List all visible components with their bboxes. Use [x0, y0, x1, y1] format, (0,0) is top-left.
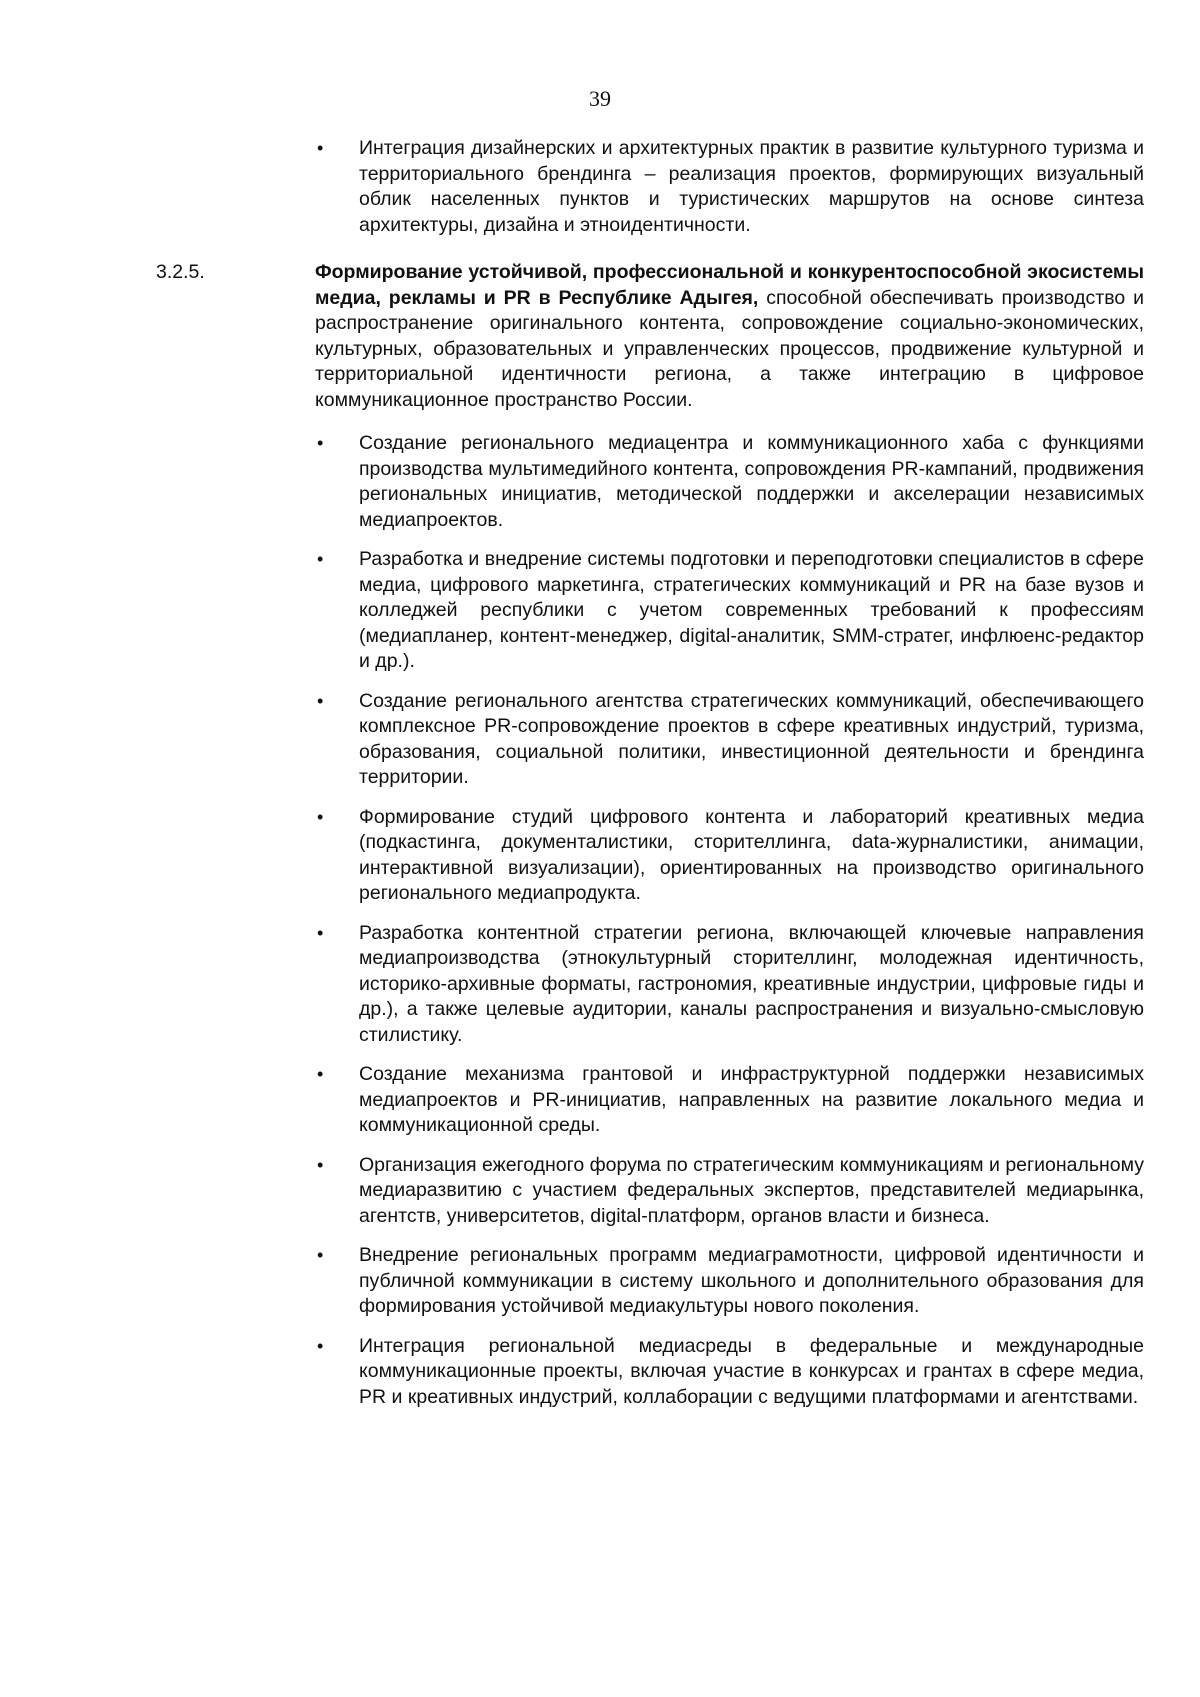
section-number: 3.2.5.	[156, 261, 205, 283]
list-item	[317, 1334, 1144, 1411]
document-body	[156, 136, 1144, 1424]
list-item	[317, 1243, 1144, 1320]
bullet-icon: •	[317, 433, 324, 453]
bullet-icon: •	[317, 1064, 324, 1084]
list-item-text: Интеграция дизайнерских и архитектурных практик в развитие культурного туризма и территориального брендинга – реализация проектов, формирующих визуальный облик населенных пунктов и туристических маршрутов на основе синтеза архитектуры, дизайна и этноидентичности.	[359, 137, 1144, 236]
list-item	[317, 431, 1144, 533]
bullet-icon: •	[317, 1335, 324, 1356]
section-3-2-5	[156, 260, 1144, 413]
list-item-text: Разработка контентной стратегии региона, включающей ключевые направления медиапроизводства (этнокультурный сторителлинг, молодежная идентичность, историко-архивные форматы, гастрономия, креативные индустрии, цифровые гиды и др.), а также целевые аудитории, каналы распространения и визуально-смысловую стилистику.	[359, 921, 1144, 1046]
section-paragraph	[315, 260, 1144, 413]
bullet-icon: •	[317, 690, 324, 711]
list-item-text: Создание регионального медиацентра и коммуникационного хаба с функциями производства мультимедийного контента, сопровождения PR-кампаний, продвижения региональных инициатив, методической поддержки и акселерации независимых медиапроектов.	[359, 432, 1144, 531]
list-item-text: Внедрение региональных программ медиаграмотности, цифровой идентичности и публичной коммуникации в систему школьного и дополнительного образования для формирования устойчивой медиакультуры нового поколения.	[359, 1244, 1144, 1317]
bullet-icon: •	[317, 806, 324, 827]
list-item-text: Создание механизма грантовой и инфраструктурной поддержки независимых медиапроектов и PR-инициатив, направленных на развитие локального медиа и коммуникационной среды.	[359, 1063, 1144, 1136]
bullet-icon: •	[317, 549, 324, 569]
section-heading-bold: Формирование устойчивой, профессиональной и конкурентоспособной экосистемы медиа, рекламы и PR в Республике Адыгея,	[315, 261, 1144, 309]
list-item-text: Формирование студий цифрового контента и лабораторий креативных медиа (подкастинга, документалистики, сторителлинга, data-журналистики, анимации, интерактивной визуализации), ориентированных на производство оригинального регионального медиапродукта.	[359, 805, 1144, 904]
bullet-icon: •	[317, 1154, 324, 1175]
bullet-icon: •	[317, 138, 324, 158]
section-body-text: способной обеспечивать производство и распространение оригинального контента, сопровождение социально-экономических, культурных, образовательных и управленческих процессов, продвижение культурной и территориальной идентичности региона, а также интеграцию в цифровое коммуникационное пространство России.	[315, 286, 1144, 411]
list-item-text: Организация ежегодного форума по стратегическим коммуникациям и региональному медиаразвитию с участием федеральных экспертов, представителей медиарынка, агентств, университетов, digital-платформ, органов власти и бизнеса.	[359, 1153, 1144, 1227]
list-item	[317, 805, 1144, 907]
list-item	[317, 136, 1144, 238]
list-item-text: Создание регионального агентства стратегических коммуникаций, обеспечивающего комплексное PR-сопровождение проектов в сфере креативных индустрий, туризма, образования, социальной политики, инвестиционной деятельности и брендинга территории.	[359, 689, 1144, 788]
bullet-icon: •	[317, 1245, 324, 1265]
bullet-list	[156, 431, 1144, 1410]
list-item	[317, 689, 1144, 791]
page-number: 39	[589, 86, 611, 111]
list-item	[317, 1153, 1144, 1230]
list-item	[317, 1062, 1144, 1139]
bullet-icon: •	[317, 922, 324, 943]
list-item-text: Интеграция региональной медиасреды в федеральные и международные коммуникационные проекты, включая участие в конкурсах и грантах в сфере медиа, PR и креативных индустрий, коллаборации с ведущими платформами и агентствами.	[359, 1334, 1144, 1408]
list-item	[317, 921, 1144, 1049]
list-item-text: Разработка и внедрение системы подготовки и переподготовки специалистов в сфере медиа, цифрового маркетинга, стратегических коммуникаций и PR на базе вузов и колледжей республики с учетом современных требований к профессиям (медиапланер, контент-менеджер, digital-аналитик, SMM-стратег, инфлюенс-редактор и др.).	[359, 548, 1144, 672]
list-item	[317, 547, 1144, 675]
